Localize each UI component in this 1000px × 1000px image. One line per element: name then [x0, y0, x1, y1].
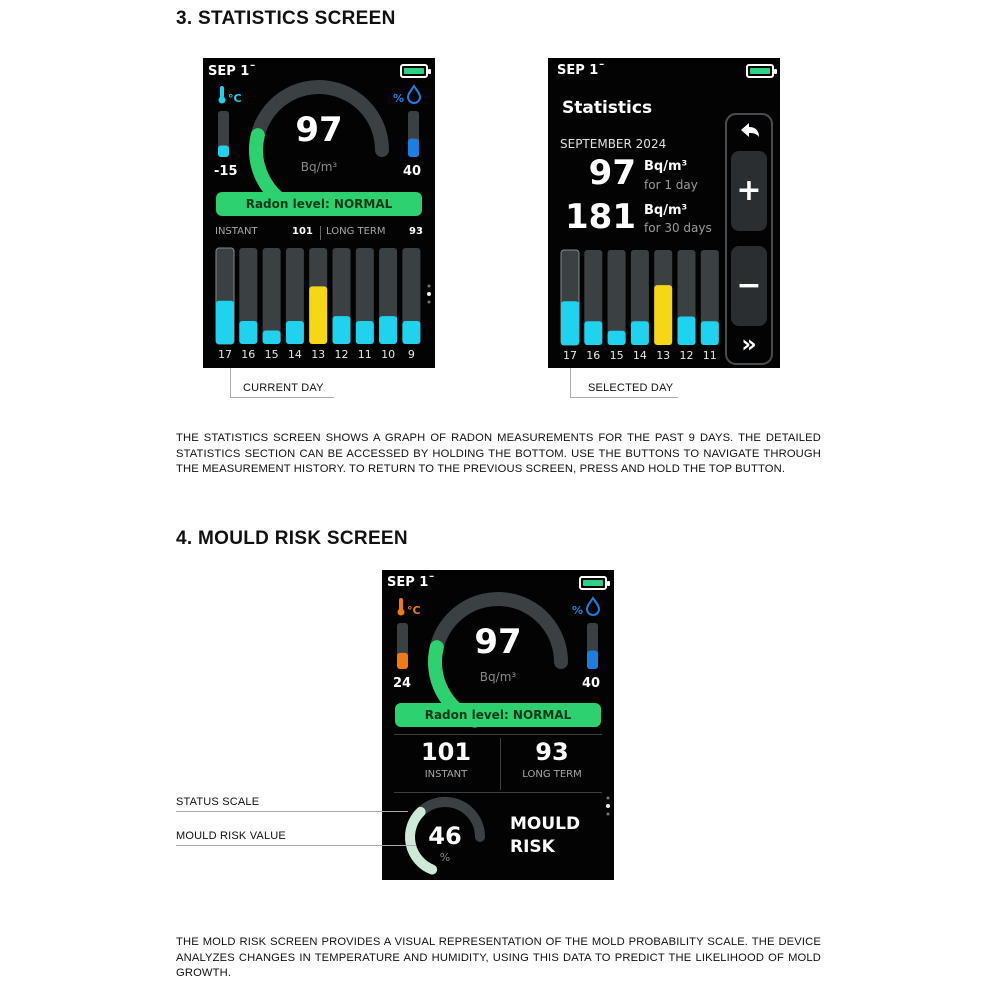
plus-button[interactable]: +: [731, 151, 767, 231]
day-bar: [701, 321, 719, 345]
back-arrow-icon: [731, 116, 767, 144]
callout-current-day: CURRENT DAY: [243, 382, 324, 394]
mould-label-line1: MOULD: [510, 814, 581, 834]
longterm-value: 93: [535, 738, 569, 766]
instant-value: 101: [420, 738, 472, 766]
temperature-scale-fill: [218, 146, 229, 158]
day-bar: [608, 331, 626, 345]
battery-icon: [579, 576, 607, 590]
date-label: SEP 1ˉ: [387, 575, 435, 590]
day-average-unit: Bq/m³: [644, 159, 688, 174]
day-bar: [584, 321, 602, 345]
radon-status-badge: Radon level: NORMAL: [216, 192, 422, 216]
day-bar: [239, 321, 257, 344]
statistics-month: SEPTEMBER 2024: [560, 137, 667, 151]
radon-unit: Bq/m³: [300, 160, 338, 174]
droplet-icon: [587, 598, 599, 615]
day-bar: [678, 317, 696, 346]
callout-mould-value: MOULD RISK VALUE: [176, 830, 286, 842]
longterm-label: LONG TERM: [326, 226, 386, 237]
radon-unit: Bq/m³: [479, 670, 517, 684]
mould-risk-value: 46: [428, 822, 462, 850]
day-label: 11: [357, 348, 372, 361]
page-dot-active: [606, 804, 610, 808]
droplet-icon: [408, 86, 420, 103]
day-bar: [561, 301, 579, 345]
forward-button[interactable]: »: [741, 330, 757, 358]
day-label: 16: [241, 348, 256, 361]
day-label: 13: [656, 349, 671, 362]
section-4-description: THE MOLD RISK SCREEN PROVIDES A VISUAL REPRESENTATION OF THE MOLD PROBABILITY SCALE. THE DEVICE ANALYZES CHANGES IN TEMPERATURE AND HUMIDITY, USING THIS DATA TO PREDICT THE LIKELIHOOD OF MOLD GROWTH.: [176, 936, 821, 979]
radon-status-badge: Radon level: NORMAL: [395, 703, 601, 727]
month-average-unit: Bq/m³: [644, 203, 688, 218]
day-label: 12: [679, 349, 694, 362]
callout-status-scale: STATUS SCALE: [176, 796, 260, 808]
humidity-scale-fill: [587, 651, 598, 669]
radon-value: 97: [474, 622, 522, 662]
radon-value: 97: [295, 110, 343, 150]
divider-bottom: [394, 792, 602, 793]
page-dot-active: [427, 292, 431, 296]
mould-label-line2: RISK: [510, 837, 555, 857]
day-label: 14: [632, 349, 647, 362]
humidity-unit: %: [572, 604, 584, 617]
day-bar: [333, 316, 351, 344]
statistics-detail-screen: [548, 58, 780, 368]
day-label: 17: [218, 348, 232, 361]
instant-label: INSTANT: [424, 769, 468, 780]
day-bar: [402, 321, 420, 344]
page-dot: [607, 797, 610, 800]
statistics-title: Statistics: [562, 98, 653, 118]
day-label: 15: [609, 349, 624, 362]
day-label: 9: [407, 348, 415, 361]
divider-top: [394, 734, 602, 735]
day-bar: [216, 301, 234, 344]
day-label: 15: [264, 348, 279, 361]
mould-risk-unit: %: [439, 851, 451, 864]
day-bar: [379, 316, 397, 344]
battery-icon: [400, 64, 428, 78]
day-label: 10: [381, 348, 396, 361]
temperature-value: -15: [214, 164, 238, 179]
page-dot: [428, 301, 431, 304]
instant-longterm-divider: [320, 226, 321, 240]
day-label: 17: [563, 349, 577, 362]
day-label: 11: [702, 349, 717, 362]
humidity-value: 40: [582, 676, 601, 691]
temperature-value: 24: [393, 676, 412, 691]
longterm-value: 93: [409, 226, 423, 237]
date-label: SEP 1ˉ: [208, 64, 256, 79]
day-bar: [356, 321, 374, 344]
date-label: SEP 1ˉ: [557, 63, 605, 78]
day-average-period: for 1 day: [644, 178, 698, 192]
statistics-main-screen: [203, 58, 435, 368]
humidity-unit: %: [393, 92, 405, 105]
humidity-value: 40: [403, 164, 422, 179]
section-4-heading: 4. MOULD RISK SCREEN: [176, 528, 408, 549]
thermometer-icon: [398, 598, 405, 616]
day-bar: [631, 321, 649, 345]
day-label: 13: [311, 348, 326, 361]
callout-line-mould-value: [176, 845, 416, 846]
day-label: 12: [334, 348, 349, 361]
day-average-value: 97: [588, 153, 636, 193]
instant-label: INSTANT: [215, 226, 258, 237]
month-average-period: for 30 days: [644, 221, 712, 235]
back-button[interactable]: [731, 116, 767, 144]
section-3-description: THE STATISTICS SCREEN SHOWS A GRAPH OF RADON MEASUREMENTS FOR THE PAST 9 DAYS. THE DETAILED STATISTICS SECTION CAN BE ACCESSED BY HOLDING THE BOTTOM. USE THE BUTTONS TO NAVIGATE THROUGH THE MEASUREMENT HISTORY. TO RETURN TO THE PREVIOUS SCREEN, PRESS AND HOLD THE TOP BUTTON.: [176, 432, 821, 475]
minus-button[interactable]: −: [731, 246, 767, 326]
day-label: 16: [586, 349, 601, 362]
temperature-scale-fill: [397, 653, 408, 669]
page-dot: [428, 285, 431, 288]
day-bar: [654, 285, 672, 345]
instant-value: 101: [292, 226, 313, 237]
callout-line-selected-h: [570, 397, 678, 398]
divider-vertical: [500, 738, 501, 790]
thermometer-icon: [219, 86, 226, 104]
temperature-unit: °C: [407, 604, 421, 617]
temperature-unit: °C: [228, 92, 242, 105]
mould-risk-screen: [382, 570, 614, 880]
battery-icon: [746, 64, 774, 78]
callout-line-status-scale: [176, 811, 408, 812]
page-dot: [607, 813, 610, 816]
callout-line-selected: [570, 368, 571, 398]
day-bar: [309, 286, 327, 344]
callout-line-current: [230, 368, 231, 398]
humidity-scale-fill: [408, 139, 419, 157]
day-label: 14: [287, 348, 302, 361]
callout-line-current-h: [230, 397, 334, 398]
callout-selected-day: SELECTED DAY: [588, 382, 674, 394]
section-3-heading: 3. STATISTICS SCREEN: [176, 8, 396, 29]
month-average-value: 181: [565, 197, 636, 237]
day-bar-track: [263, 248, 281, 344]
radon-7-day-bars: [561, 250, 719, 345]
longterm-label: LONG TERM: [522, 769, 582, 780]
day-bar: [263, 331, 281, 344]
radon-9-day-bars: [216, 248, 420, 344]
day-bar: [286, 321, 304, 344]
